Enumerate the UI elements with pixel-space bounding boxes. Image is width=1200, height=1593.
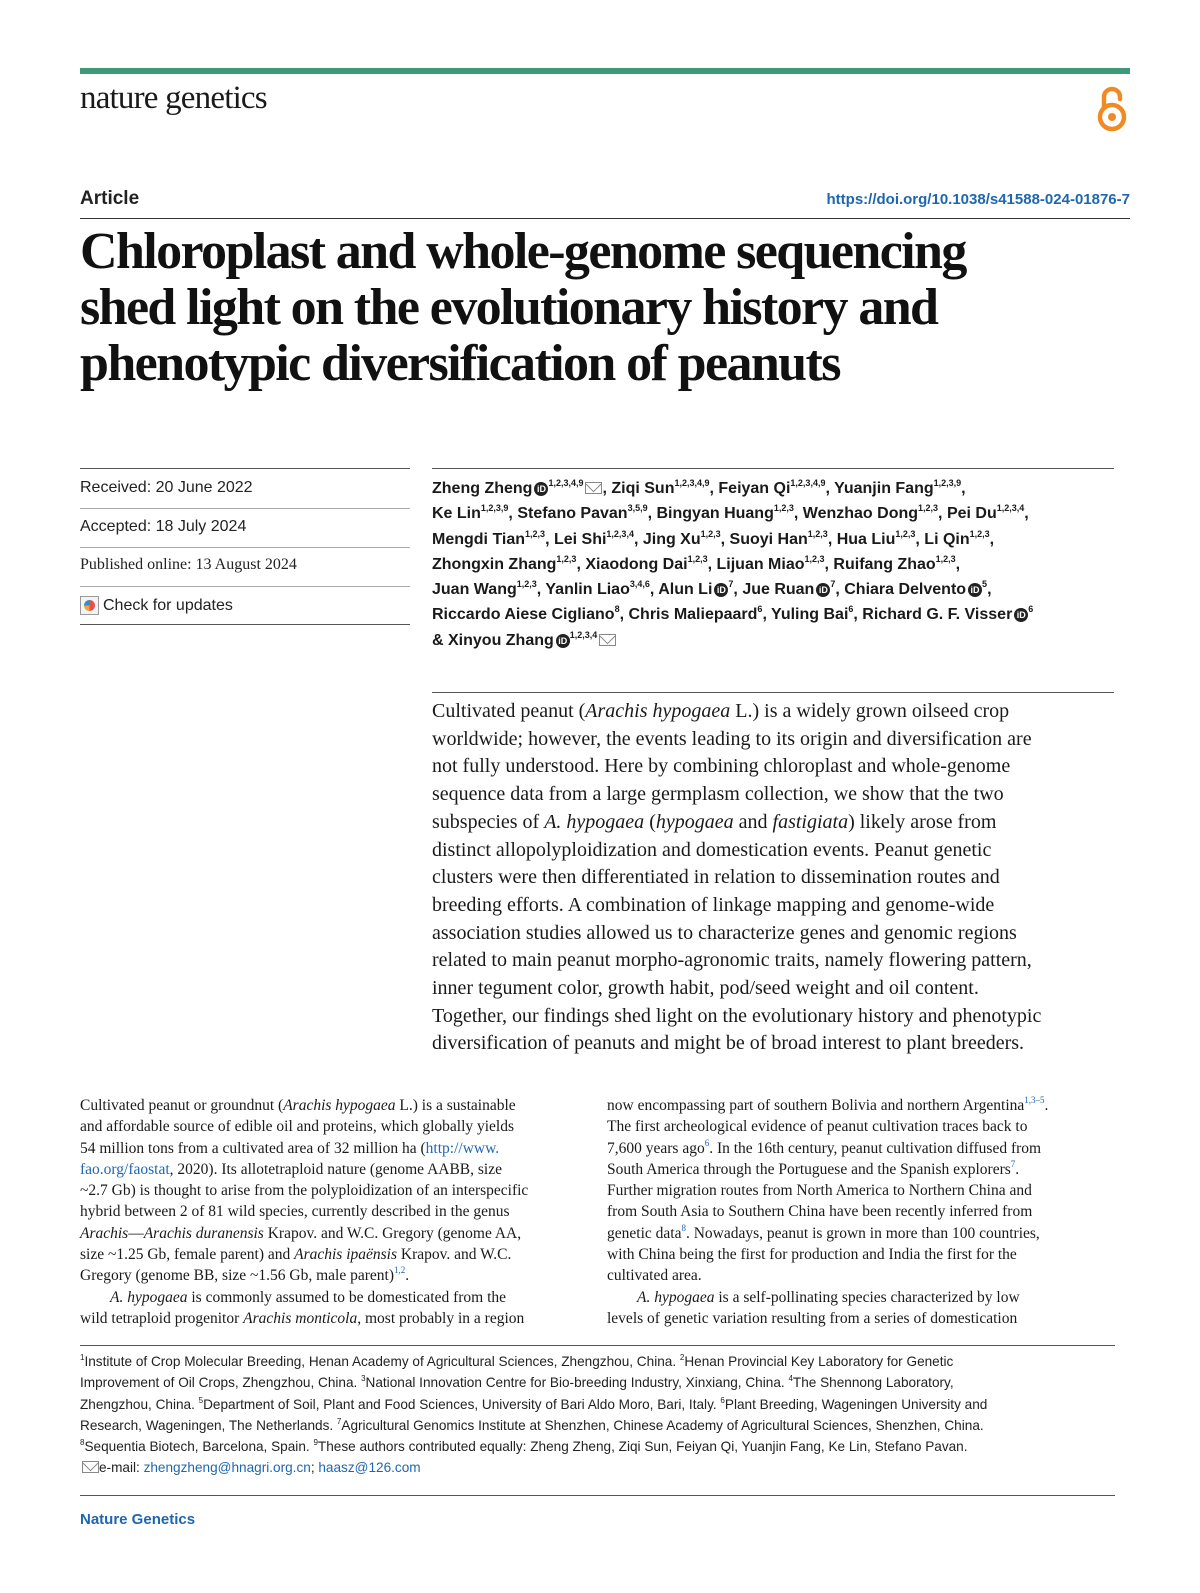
abstract-line: Cultivated peanut (Arachis hypogaea L.) is a widely grown oilseed crop [432,700,1010,722]
author-name[interactable]: Chiara Delvento [844,581,967,599]
author-name[interactable]: Feiyan Qi [718,480,791,497]
author-name[interactable]: Mengdi Tian [432,530,526,548]
body-text-line: cultivated area. [607,1267,702,1285]
author-affiliation-marker: 1,2,3 [525,528,546,539]
email-line: e-mail: zhengzheng@hnagri.org.cn; haasz@126.com [80,1457,1120,1478]
body-text-line: The first archeological evidence of peanut cultivation traces back to [607,1118,1028,1136]
body-text-line: now encompassing part of southern Bolivia and northern Argentina$^{1,3-5}$. [607,1095,1049,1114]
footnote-line: $^1$Institute of Crop Molecular Breeding, Henan Academy of Agricultural Sciences, Zhengzhou, China. $^2$Henan Provincial Key Laboratory for Genetic [80,1353,954,1369]
meta-divider [80,468,410,469]
abstract-line: distinct allopolyploidization and domestication events. Peanut genetic [432,838,992,861]
author-name[interactable]: Alun Li [658,581,713,599]
author-name[interactable]: Xiaodong Dai [585,555,688,573]
body-text-line: A. hypogaea is a self-pollinating species characterized by low [637,1288,1020,1306]
email-label: e-mail: [99,1460,144,1476]
email-address-link[interactable]: haasz@126.com [318,1460,421,1476]
journal-name: nature genetics [80,80,267,116]
open-access-lock-icon [1094,86,1130,132]
body-text-line: and affordable source of edible oil and proteins, which globally yields [80,1118,515,1136]
body-text-line: fao.org/faostat, 2020). Its allotetraploid nature (genome AABB, size [80,1160,502,1178]
author-affiliation-marker: 7 [728,579,734,590]
author-affiliation-marker: 8 [614,604,620,615]
accepted-date: Accepted: 18 July 2024 [80,518,247,535]
title-line: shed light on the evolutionary history and [80,279,938,336]
body-text-line: ~2.7 Gb) is thought to arise from the polyploidization of an interspecific [80,1182,529,1200]
author-affiliation-marker: 1,2,3 [556,553,577,564]
author-line: Juan Wang$^{1,2,3}$, Yanlin Liao$^{3,4,6}$, Alun Li $iD^7$, Jue Ruan $iD^7$, Chiara Delvento $iD^5$, [432,579,992,599]
author-affiliation-marker: 1,2,3,4 [606,528,634,539]
author-name[interactable]: Hua Liu [836,530,896,548]
check-for-updates-label: Check for updates [103,596,233,614]
email-envelope-icon [82,1461,99,1473]
body-text-line: levels of genetic variation resulting from a series of domestication [607,1309,1018,1327]
orcid-icon[interactable]: iD [534,482,548,496]
abstract-line: Together, our findings shed light on the evolutionary history and phenotypic [432,1004,1042,1027]
article-type: Article [80,188,140,209]
author-name[interactable]: Juan Wang [432,581,517,599]
affiliations-footnote [80,1351,1120,1479]
body-text-line: Arachis—Arachis duranensis Krapov. and W.C. Gregory (genome AA, [80,1224,522,1242]
footer-divider [80,1495,1115,1496]
author-affiliation-marker: 1,2,3,4,9 [790,478,826,488]
abstract-line: inner tegument color, growth habit, pod/seed weight and oil content. [432,977,979,1000]
author-line: Ke Lin$^{1,2,3,9}$, Stefano Pavan$^{3,5,9}$, Bingyan Huang$^{1,2,3}$, Wenzhao Dong$^{1,2,3}$, Pei Du$^{1,2,3,4}$, [432,503,1029,523]
author-affiliation-marker: 1,2,3,4 [996,503,1025,514]
author-affiliation-marker: 1,2,3 [935,553,956,564]
author-affiliation-marker: 1,2,3 [804,553,825,564]
author-affiliation-marker: 6 [757,604,763,615]
author-name[interactable]: Ke Lin [432,505,481,523]
author-affiliation-marker: 1,2,3 [918,503,939,514]
body-text-line: 54 million tons from a cultivated area of 32 million ha (http://www. [80,1139,500,1157]
author-line: Riccardo Aiese Cigliano$^8$, Chris Maliepaard$^6$, Yuling Bai$^6$, Richard G. F. Visser $iD^6$ [432,604,1034,624]
author-affiliation-marker: 7 [830,579,836,590]
author-line: Zhongxin Zhang$^{1,2,3}$, Xiaodong Dai$^{1,2,3}$, Lijuan Miao$^{1,2,3}$, Ruifang Zhao$^{1,2,3}$, [432,553,961,573]
author-affiliation-marker: 1,2,3 [700,528,721,539]
article-title [80,224,1150,392]
body-text-line: size ~1.25 Gb, female parent) and Arachis ipaënsis Krapov. and W.C. [80,1246,512,1264]
author-name[interactable]: Yanlin Liao [545,581,630,599]
author-name[interactable]: Jing Xu [642,530,701,548]
email-address-link[interactable]: zhengzheng@hnagri.org.cn [143,1460,311,1476]
footnote-line: Zhengzhou, China. $^5$Department of Soil, Plant and Food Sciences, University of Bari Aldo Moro, Bari, Italy. $^6$Plant Breeding, Wageningen University and [80,1395,988,1412]
author-affiliation-marker: 1,2,3 [807,528,828,539]
abstract [432,698,1122,1058]
body-text-line: hybrid between 2 of 81 wild species, currently described in the genus [80,1203,510,1221]
author-affiliation-marker: 5 [982,579,988,590]
author-affiliation-marker: 1,2,3,9 [480,503,509,514]
title-line: phenotypic diversification of peanuts [80,335,840,392]
author-name[interactable]: Lijuan Miao [716,555,805,573]
body-text-line: Further migration routes from North America to Northern China and [607,1182,1032,1200]
abstract-line: related to main peanut morpho-agronomic traits, namely flowering pattern, [432,949,1032,972]
author-affiliation-marker: 1,2,3,4 [569,629,598,640]
author-affiliation-marker: 1,2,3 [895,528,916,539]
abstract-line: association studies allowed us to characterize genes and genomic regions [432,921,1017,944]
title-line: Chloroplast and whole-genome sequencing [80,223,966,280]
abstract-line: breeding efforts. A combination of linkage mapping and genome-wide [432,893,995,916]
body-column-left [80,1095,590,1329]
author-affiliation-marker: 1,2,3,4,9 [548,478,584,488]
footnote-line: $^8$Sequentia Biotech, Barcelona, Spain. $^9$These authors contributed equally: Zheng Zheng, Ziqi Sun, Feiyan Qi, Yuanjin Fang, Ke Lin, Stefano Pavan. [80,1438,968,1455]
author-line [432,628,1122,653]
orcid-icon[interactable]: iD [968,583,982,597]
body-text-line: with China being the first for production and India the first for the [607,1246,1017,1264]
orcid-icon[interactable]: iD [816,583,830,597]
author-line: Zheng Zheng iD$^{1,2,3,4,9}$ , Ziqi Sun$^{1,2,3,4,9}$, Feiyan Qi$^{1,2,3,4,9}$, Yuanjin Fang$^{1,2,3,9}$, [432,478,966,497]
author-name[interactable]: Chris Maliepaard [628,606,758,624]
published-date: Published online: 13 August 2024 [80,556,297,573]
body-column-right [607,1095,1117,1329]
author-affiliation-marker: 1,2,3 [687,553,708,564]
abstract-line: not fully understood. Here by combining chloroplast and whole-genome [432,755,1011,778]
author-affiliation-marker: 1,2,3 [516,579,537,590]
author-name[interactable]: Stefano Pavan [517,505,628,523]
abstract-line: clusters were then differentiated in relation to dissemination routes and [432,866,1000,889]
author-list [432,476,1122,653]
meta-divider [80,624,410,625]
title-divider [80,218,1130,219]
journal-color-bar [80,68,1130,74]
body-text-line: Cultivated peanut or groundnut (Arachis hypogaea L.) is a sustainable [80,1097,516,1114]
body-text-line: 7,600 years ago$^6$. In the 16th century, peanut cultivation diffused from [607,1137,1042,1157]
body-text-line: South America through the Portuguese and the Spanish explorers$^7$. [607,1158,1020,1178]
author-affiliation-marker: 1,2,3 [969,528,990,539]
abstract-line: sequence data from a large germplasm collection, we show that the two [432,783,1004,806]
author-name[interactable]: Pei Du [946,505,997,523]
author-name[interactable]: Suoyi Han [729,530,808,548]
crossmark-icon [80,596,99,615]
abstract-line: subspecies of A. hypogaea (hypogaea and fastigiata) likely arose from [432,810,997,833]
footnote-line: Improvement of Oil Crops, Zhengzhou, China. $^3$National Innovation Centre for Bio-breeding Industry, Xinxiang, China. $^4$The Shennong Laboratory, [80,1374,954,1391]
email-envelope-icon[interactable] [585,482,602,494]
author-name[interactable]: Wenzhao Dong [802,505,919,523]
orcid-icon[interactable]: iD [556,634,570,648]
footnote-divider [80,1345,1115,1346]
abstract-line: worldwide; however, the events leading to its origin and diversification are [432,727,1032,750]
abstract-line: diversification of peanuts and might be of broad interest to plant breeders. [432,1032,1025,1055]
author-name[interactable]: Ruifang Zhao [833,555,936,573]
abstract-divider [432,692,1114,693]
footnote-line: Research, Wageningen, The Netherlands. $^7$Agricultural Genomics Institute at Shenzhen, Chinese Academy of Agricultural Sciences, Shenzhen, China. [80,1416,984,1433]
body-text-line: from South Asia to Southern China have been recently inferred from [607,1203,1033,1221]
meta-divider [80,547,410,548]
orcid-icon[interactable]: iD [714,583,728,597]
meta-divider [80,586,410,587]
orcid-icon[interactable]: iD [1014,608,1028,622]
received-date: Received: 20 June 2022 [80,479,253,496]
author-affiliation-marker: 6 [1028,604,1034,615]
check-for-updates-button[interactable] [80,596,233,615]
meta-divider [80,508,410,509]
body-text-line: wild tetraploid progenitor Arachis monticola, most probably in a region [80,1309,525,1327]
body-text-line: genetic data$^8$. Nowadays, peanut is grown in more than 100 countries, [607,1222,1040,1242]
author-name[interactable]: Riccardo Aiese Cigliano [432,606,615,624]
author-line: Mengdi Tian$^{1,2,3}$, Lei Shi$^{1,2,3,4}$, Jing Xu$^{1,2,3}$, Suoyi Han$^{1,2,3}$, Hua Liu$^{1,2,3}$, Li Qin$^{1,2,3}$, [432,528,995,548]
authors-divider [432,468,1114,469]
author-name[interactable]: Yuanjin Fang [834,480,934,497]
author-affiliation-marker: 1,2,3,9 [933,478,962,488]
author-affiliation-marker: 1,2,3 [773,503,794,514]
author-name[interactable]: Zhongxin Zhang [432,555,557,573]
author-name[interactable]: Jue Ruan [742,581,815,599]
body-text-line: Gregory (genome BB, size ~1.56 Gb, male parent)$^{1,2}$. [80,1265,410,1285]
author-name[interactable]: Li Qin [924,530,970,548]
author-name[interactable]: Richard G. F. Visser [862,606,1013,624]
author-affiliation-marker: 3,4,6 [629,579,650,590]
doi-link[interactable]: https://doi.org/10.1038/s41588-024-01876-7 [826,191,1130,208]
author-name[interactable]: Ziqi Sun [611,480,675,497]
footer-journal-name: Nature Genetics [80,1511,196,1528]
author-affiliation-marker: 3,5,9 [627,503,648,514]
author-name[interactable]: & Xinyou Zhang [432,631,554,649]
author-affiliation-marker: 1,2,3,4,9 [674,478,710,488]
author-name[interactable]: Bingyan Huang [656,505,774,523]
body-text-line: A. hypogaea is commonly assumed to be domesticated from the [110,1288,507,1306]
author-name[interactable]: Lei Shi [553,530,607,548]
author-affiliation-marker: 6 [848,604,854,615]
author-name[interactable]: Yuling Bai [771,606,849,624]
email-envelope-icon[interactable] [599,634,616,646]
author-name[interactable]: Zheng Zheng [432,480,533,497]
